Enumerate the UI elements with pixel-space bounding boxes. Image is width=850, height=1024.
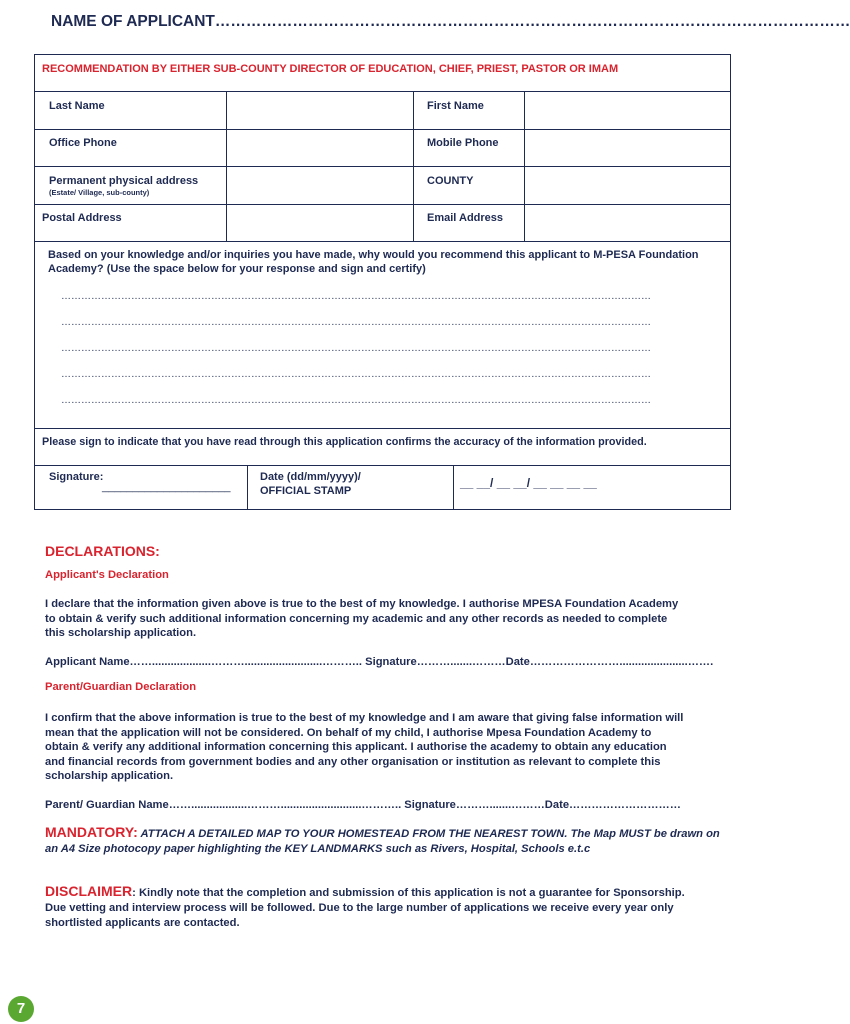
response-line: …………………………………………………………………………………………………………………………………………………………… [61,369,651,380]
recommendation-question: Based on your knowledge and/or inquiries you have made, why would you recommend this applicant to M-PESA Foundation Academy? (Use the space below for your response and sign and certify) [48,249,699,275]
declarations-heading: DECLARATIONS: [45,543,160,559]
divider [35,428,730,429]
disclaimer-label: DISCLAIMER [45,883,133,899]
county-label: COUNTY [427,175,474,187]
physical-address-note: (Estate/ Village, sub-county) [49,188,150,197]
page-number-badge: 7 [8,996,34,1022]
disclaimer-text: shortlisted applicants are contacted. [45,917,240,929]
parent-declaration-text [45,711,740,784]
response-line: …………………………………………………………………………………………………………………………………………………………… [61,343,651,354]
date-field[interactable]: __ __/ __ __/ __ __ __ __ [460,476,597,490]
date-label: Date (dd/mm/yyyy)/ [260,471,361,483]
text-line: to obtain & verify such additional information concerning my academic and any other records as needed to complete [45,612,668,625]
applicant-declaration-heading: Applicant's Declaration [45,569,169,581]
office-phone-field[interactable] [227,130,412,165]
physical-address-field[interactable] [227,167,412,203]
postal-address-label: Postal Address [42,212,122,224]
divider [413,91,414,241]
mandatory-text: ATTACH A DETAILED MAP TO YOUR HOMESTEAD FROM THE NEAREST TOWN. The Map MUST be drawn on [137,828,720,840]
disclaimer-text: : Kindly note that the completion and submission of this application is not a guarantee for Sponsorship. [132,887,685,899]
last-name-field[interactable] [227,92,412,128]
county-field[interactable] [525,167,730,203]
parent-declaration-heading: Parent/Guardian Declaration [45,681,197,693]
disclaimer-text: Due vetting and interview process will be followed. Due to the large number of applications we receive every year only [45,902,674,914]
response-line: …………………………………………………………………………………………………………………………………………………………… [61,291,651,302]
divider [247,465,248,510]
signature-line[interactable]: _____________________ [102,481,231,493]
official-stamp-label: OFFICIAL STAMP [260,485,352,497]
applicant-name-title: NAME OF APPLICANT…………………………………………………………………………………………………………… [51,13,850,30]
mandatory-notice [45,825,745,857]
divider [35,465,730,466]
signature-label: Signature: [49,471,104,483]
mobile-phone-field[interactable] [525,130,730,165]
first-name-label: First Name [427,100,484,112]
applicant-signature-line[interactable]: Applicant Name……...................……….........................……….. Signature……….......………Date……………………......................……. [45,656,714,668]
text-line: scholarship application. [45,770,174,783]
text-line: mean that the application will not be considered. On behalf of my child, I authorise Mpesa Foundation Academy to [45,726,652,739]
first-name-field[interactable] [525,92,730,128]
recommendation-response-area[interactable] [48,291,718,421]
mandatory-text: an A4 Size photocopy paper highlighting the KEY LANDMARKS such as Rivers, Hospital, Schools e.t.c [45,843,591,855]
parent-signature-line[interactable]: Parent/ Guardian Name……..................………..........................……….. Signature……….......………Date………………………… [45,799,681,811]
text-line: obtain & verify any additional information concerning this applicant. I authorise the academy to obtain any education [45,741,667,754]
form-heading: RECOMMENDATION BY EITHER SUB-COUNTY DIRECTOR OF EDUCATION, CHIEF, PRIEST, PASTOR OR IMAM [42,63,619,75]
applicant-declaration-text [45,597,740,641]
response-line: …………………………………………………………………………………………………………………………………………………………… [61,395,651,406]
text-line: I confirm that the above information is true to the best of my knowledge and I am aware that giving false information will [45,712,684,724]
divider [35,241,730,242]
office-phone-label: Office Phone [49,137,117,149]
physical-address-label: Permanent physical address [49,175,199,187]
text-line: this scholarship application. [45,627,197,640]
email-address-label: Email Address [427,212,504,224]
mandatory-label: MANDATORY: [45,824,138,840]
recommendation-form [34,54,731,510]
mobile-phone-label: Mobile Phone [427,137,499,149]
text-line: I declare that the information given above is true to the best of my knowledge. I authorise MPESA Foundation Academy [45,598,679,610]
divider [453,465,454,510]
postal-address-field[interactable] [227,205,412,240]
response-line: …………………………………………………………………………………………………………………………………………………………… [61,317,651,328]
text-line: and financial records from government bodies and any other organisation or institution as relevant to complete this [45,755,661,768]
sign-note: Please sign to indicate that you have read through this application confirms the accuracy of the information provided. [42,436,647,448]
disclaimer-notice [45,884,745,931]
email-address-field[interactable] [525,205,730,240]
last-name-label: Last Name [49,100,105,112]
